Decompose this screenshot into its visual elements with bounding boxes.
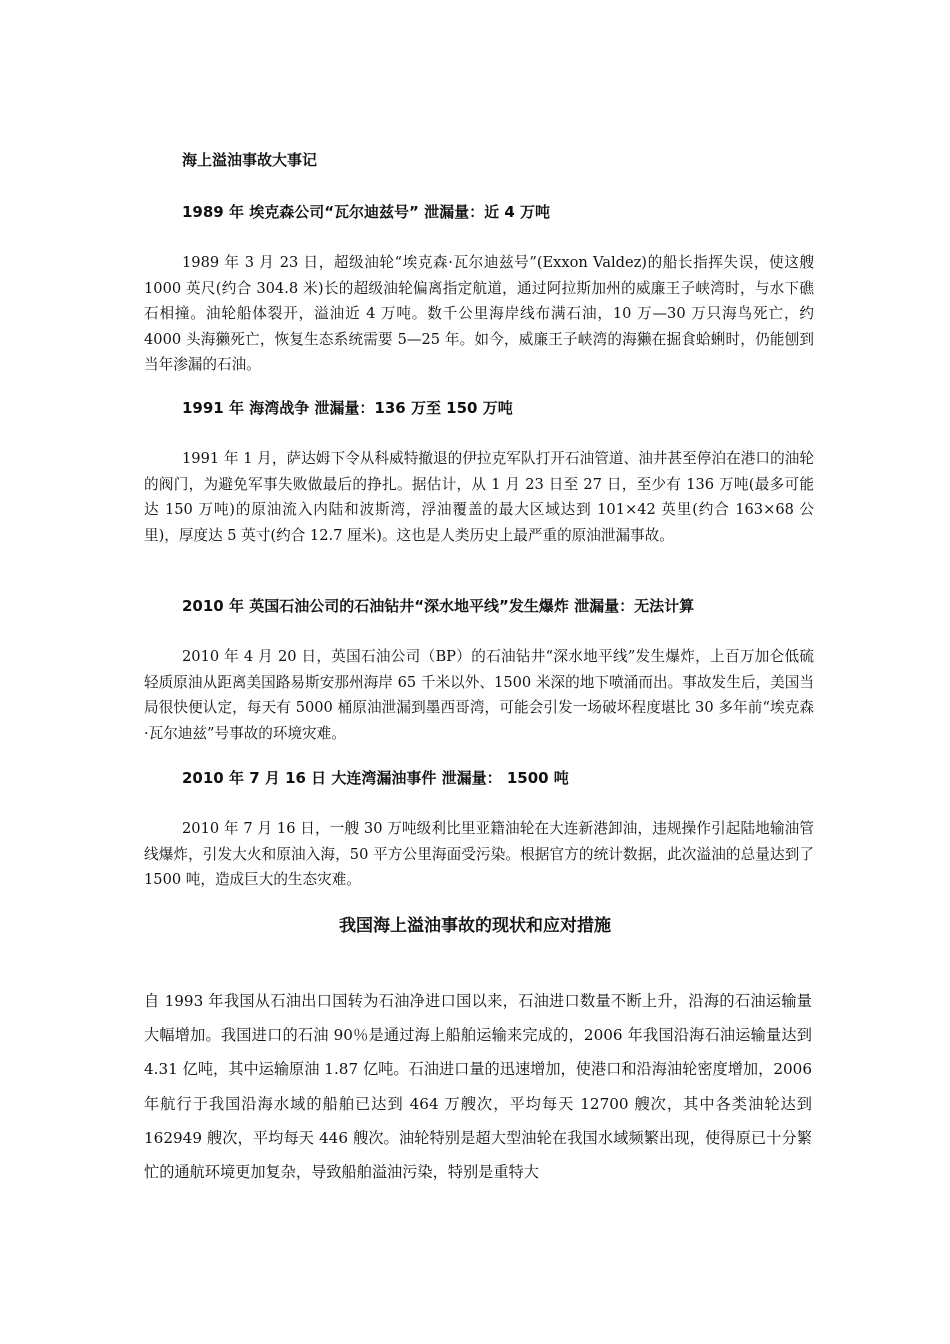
event-heading: 2010 年 英国石油公司的石油钻井“深水地平线”发生爆炸 泄漏量：无法计算: [182, 597, 695, 615]
event-body: 2010 年 4 月 20 日，英国石油公司（BP）的石油钻井“深水地平线”发生爆炸，上百万加仑低硫轻质原油从距离美国路易斯安那州海岸 65 千米以外、1500 米深的地下喷涌而出。事故发生后，美国当局很快便认定，每天有 5000 桶原油泄漏到墨西哥湾，可能会引发一场破坏程度堪比 30 多年前“埃克森·瓦尔迪兹”号事故的环境灾难。: [144, 648, 814, 742]
document-title: 海上溢油事故大事记: [182, 151, 318, 169]
event-body: 1989 年 3 月 23 日，超级油轮“埃克森·瓦尔迪兹号”(Exxon Valdez)的船长指挥失误，使这艘 1000 英尺(约合 304.8 米)长的超级油轮偏离指定航道，通过阿拉斯加州的威廉王子峡湾时，与水下礁石相撞。油轮船体裂开，溢油近 4 万吨。数千公里海岸线布满石油，10 万—30 万只海鸟死亡，约 4000 头海獭死亡，恢复生态系统需要 5—25 年。如今，威廉王子峡湾的海獭在掘食蛤蜊时，仍能刨到当年渗漏的石油。: [144, 254, 814, 373]
event-1989: [144, 202, 814, 378]
section-body: 自 1993 年我国从石油出口国转为石油净进口国以来，石油进口数量不断上升，沿海的石油运输量大幅增加。我国进口的石油 90％是通过海上船舶运输来完成的，2006 年我国沿海石油运输量达到 4.31 亿吨，其中运输原油 1.87 亿吨。石油进口量的迅速增加，使港口和沿海油轮密度增加，2006 年航行于我国沿海水域的船舶已达到 464 万艘次，平均每天 12700 艘次，其中各类油轮达到 162949 艘次，平均每天 446 艘次。油轮特别是超大型油轮在我国水域频繁出现，使得原已十分繁忙的通航环境更加复杂，导致船舶溢油污染，特别是重特大: [144, 992, 812, 1182]
event-heading: 2010 年 7 月 16 日 大连湾漏油事件 泄漏量： 1500 吨: [182, 769, 569, 787]
event-2010-dalian: [144, 768, 814, 893]
event-body: 2010 年 7 月 16 日，一艘 30 万吨级利比里亚籍油轮在大连新港卸油，违规操作引起陆地输油管线爆炸，引发大火和原油入海，50 平方公里海面受污染。根据官方的统计数据，此次溢油的总量达到了 1500 吨，造成巨大的生态灾难。: [144, 820, 814, 888]
event-body: 1991 年 1 月，萨达姆下令从科威特撤退的伊拉克军队打开石油管道、油井甚至停泊在港口的油轮的阀门，为避免军事失败做最后的挣扎。据估计，从 1 月 23 日至 27 日，至少有 136 万吨(最多可能达 150 万吨)的原油流入内陆和波斯湾，浮油覆盖的最大区域达到 101×42 英里(约合 163×68 公里)，厚度达 5 英寸(约合 12.7 厘米)。这也是人类历史上最严重的原油泄漏事故。: [144, 450, 814, 544]
event-2010-deepwater-horizon: [144, 596, 814, 746]
event-heading: 1991 年 海湾战争 泄漏量：136 万至 150 万吨: [182, 399, 513, 417]
event-1991: [144, 398, 814, 548]
section-heading: 我国海上溢油事故的现状和应对措施: [339, 916, 611, 936]
event-heading: 1989 年 埃克森公司“瓦尔迪兹号” 泄漏量：近 4 万吨: [182, 203, 551, 221]
